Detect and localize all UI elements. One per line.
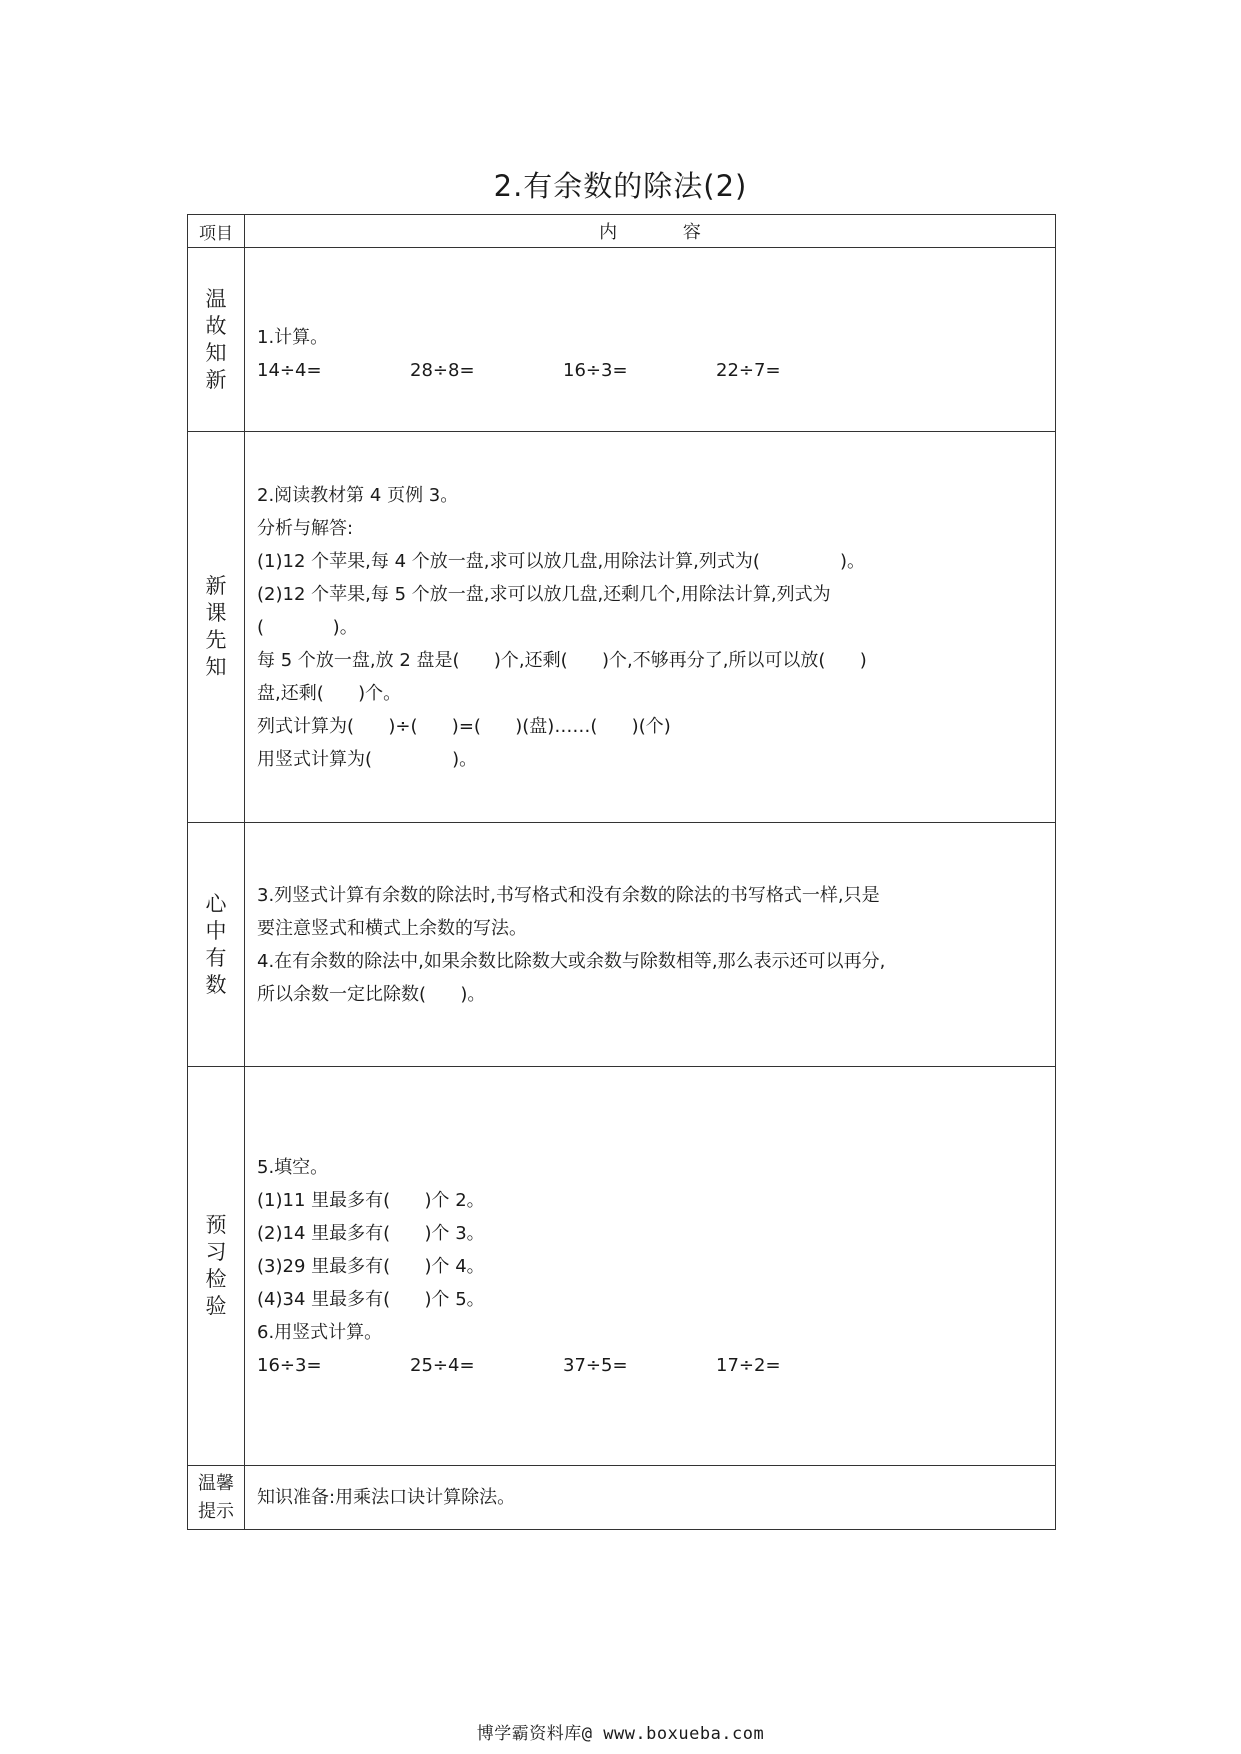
text-line: (2)14 里最多有( )个 3。	[257, 1222, 485, 1244]
text-line: (2)12 个苹果,每 5 个放一盘,求可以放几盘,还剩几个,用除法计算,列式为	[257, 583, 831, 605]
text-line: 5.填空。	[257, 1156, 329, 1178]
text-line: (1)12 个苹果,每 4 个放一盘,求可以放几盘,用除法计算,列式为( )。	[257, 550, 866, 572]
q1-title: 1.计算。	[257, 326, 329, 348]
understanding-content	[245, 823, 1056, 1067]
q1-calc-row	[257, 354, 1043, 387]
review-row	[188, 248, 1056, 432]
header-item: 项目	[188, 215, 245, 248]
tips-text: 知识准备:用乘法口诀计算除法。	[257, 1487, 516, 1508]
review-label: 温 故 知 新	[188, 248, 245, 432]
preview-content	[245, 432, 1056, 823]
page-title: 2.有余数的除法(2)	[493, 169, 748, 203]
calc-item: 17÷2=	[716, 1354, 781, 1376]
calc-item: 28÷8=	[410, 359, 475, 381]
text-line: 4.在有余数的除法中,如果余数比除数大或余数与除数相等,那么表示还可以再分,	[257, 950, 886, 972]
calc-item: 25÷4=	[410, 1354, 475, 1376]
text-line: 所以余数一定比除数( )。	[257, 983, 486, 1005]
calc-item: 16÷3=	[563, 359, 628, 381]
text-line: 2.阅读教材第 4 页例 3。	[257, 484, 459, 506]
footer-watermark: 博学霸资料库@ www.boxueba.com	[476, 1724, 765, 1744]
tips-content	[245, 1466, 1056, 1530]
text-line: (1)11 里最多有( )个 2。	[257, 1189, 485, 1211]
worksheet-table	[187, 214, 1056, 1530]
text-line: 6.用竖式计算。	[257, 1321, 383, 1343]
check-row	[188, 1067, 1056, 1466]
header-row	[188, 215, 1056, 248]
q6-calc-row	[257, 1349, 1043, 1382]
text-line: 要注意竖式和横式上余数的写法。	[257, 917, 527, 939]
calc-item: 14÷4=	[257, 359, 322, 381]
calc-item: 37÷5=	[563, 1354, 628, 1376]
text-line: 3.列竖式计算有余数的除法时,书写格式和没有余数的除法的书写格式一样,只是	[257, 884, 880, 906]
text-line: ( )。	[257, 616, 358, 638]
understanding-label: 心 中 有 数	[188, 823, 245, 1067]
text-line: (4)34 里最多有( )个 5。	[257, 1288, 485, 1310]
text-line: 用竖式计算为( )。	[257, 748, 478, 770]
text-line: 每 5 个放一盘,放 2 盘是( )个,还剩( )个,不够再分了,所以可以放( )	[257, 649, 867, 671]
preview-row	[188, 432, 1056, 823]
calc-item: 16÷3=	[257, 1354, 322, 1376]
text-line: 盘,还剩( )个。	[257, 682, 402, 704]
check-content	[245, 1067, 1056, 1466]
calc-item: 22÷7=	[716, 359, 781, 381]
check-label: 预 习 检 验	[188, 1067, 245, 1466]
text-line: (3)29 里最多有( )个 4。	[257, 1255, 485, 1277]
review-content	[245, 248, 1056, 432]
preview-label: 新 课 先 知	[188, 432, 245, 823]
tips-row	[188, 1466, 1056, 1530]
understanding-row	[188, 823, 1056, 1067]
header-content: 内 容	[245, 215, 1056, 248]
text-line: 列式计算为( )÷( )=( )(盘)……( )(个)	[257, 715, 671, 737]
text-line: 分析与解答:	[257, 517, 354, 539]
tips-label: 温馨 提示	[188, 1466, 245, 1530]
